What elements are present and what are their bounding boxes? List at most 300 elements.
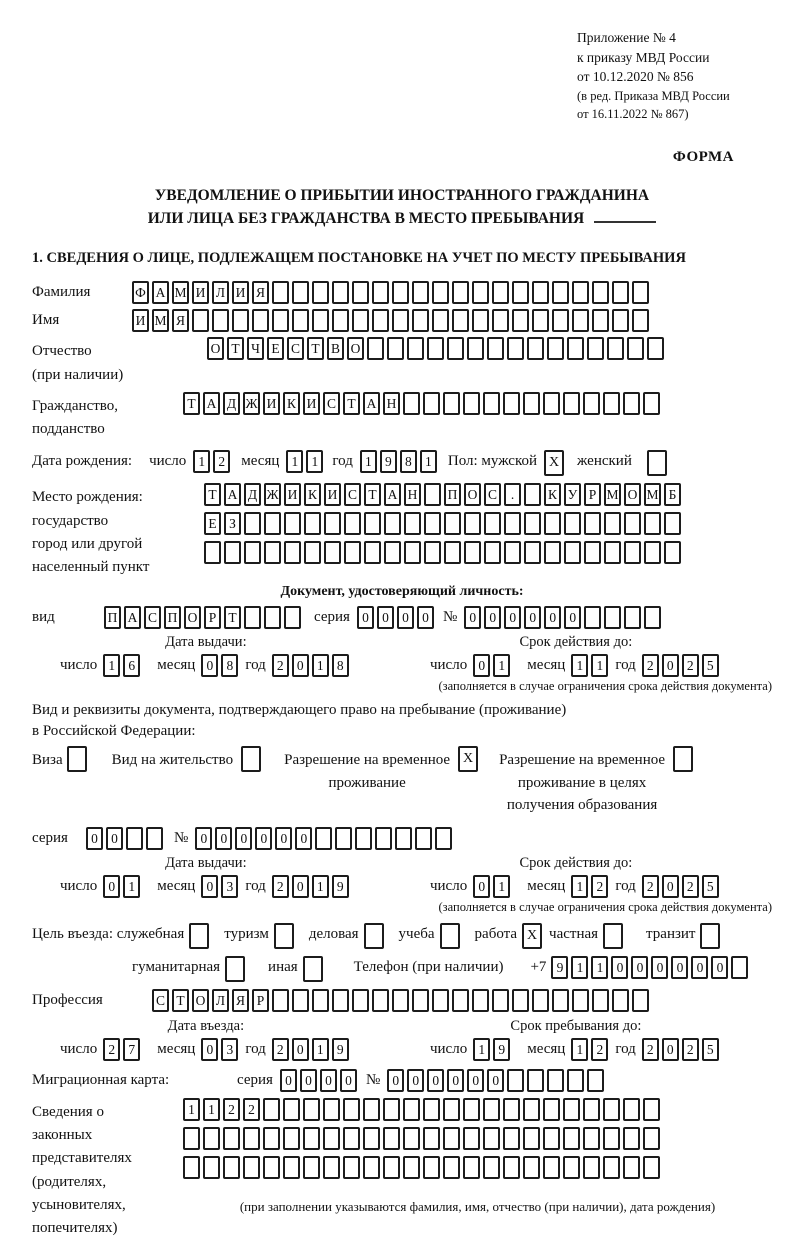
filled-cell[interactable]: 1 <box>306 450 323 473</box>
filled-cell[interactable]: 1 <box>123 875 140 898</box>
empty-cell[interactable] <box>303 1156 320 1179</box>
filled-cell[interactable]: 1 <box>571 956 588 979</box>
permit-series-cells[interactable] <box>86 827 166 850</box>
filled-cell[interactable]: 1 <box>183 1098 200 1121</box>
filled-cell[interactable]: Р <box>584 483 601 506</box>
filled-cell[interactable]: 2 <box>682 654 699 677</box>
filled-cell[interactable]: Т <box>183 392 200 415</box>
stay-month-cells[interactable] <box>571 1038 611 1061</box>
empty-cell[interactable] <box>624 541 641 564</box>
empty-cell[interactable] <box>592 281 609 304</box>
filled-cell[interactable]: 9 <box>380 450 397 473</box>
empty-cell[interactable] <box>283 1098 300 1121</box>
filled-cell[interactable]: Р <box>252 989 269 1012</box>
filled-cell[interactable]: 1 <box>312 1038 329 1061</box>
filled-cell[interactable]: Т <box>172 989 189 1012</box>
empty-cell[interactable] <box>673 746 693 772</box>
empty-cell[interactable] <box>372 309 389 332</box>
empty-cell[interactable] <box>467 337 484 360</box>
empty-cell[interactable] <box>547 337 564 360</box>
empty-cell[interactable] <box>447 337 464 360</box>
empty-cell[interactable] <box>383 1098 400 1121</box>
filled-cell[interactable]: 1 <box>420 450 437 473</box>
phone-cells[interactable] <box>551 956 751 979</box>
filled-cell[interactable]: 0 <box>427 1069 444 1092</box>
firstname-cells[interactable] <box>132 309 652 332</box>
empty-cell[interactable] <box>292 989 309 1012</box>
empty-cell[interactable] <box>524 541 541 564</box>
filled-cell[interactable]: 0 <box>662 875 679 898</box>
empty-cell[interactable] <box>472 281 489 304</box>
issue-day-cells[interactable] <box>103 654 143 677</box>
empty-cell[interactable] <box>432 281 449 304</box>
filled-cell[interactable]: 0 <box>215 827 232 850</box>
filled-cell[interactable]: 0 <box>611 956 628 979</box>
empty-cell[interactable] <box>412 989 429 1012</box>
empty-cell[interactable] <box>364 541 381 564</box>
filled-cell[interactable]: 2 <box>223 1098 240 1121</box>
empty-cell[interactable] <box>612 309 629 332</box>
filled-cell[interactable]: Т <box>227 337 244 360</box>
empty-cell[interactable] <box>203 1156 220 1179</box>
filled-cell[interactable]: А <box>363 392 380 415</box>
filled-cell[interactable]: 0 <box>447 1069 464 1092</box>
empty-cell[interactable] <box>244 606 261 629</box>
filled-cell[interactable]: О <box>624 483 641 506</box>
empty-cell[interactable] <box>312 281 329 304</box>
empty-cell[interactable] <box>603 1156 620 1179</box>
empty-cell[interactable] <box>523 392 540 415</box>
empty-cell[interactable] <box>324 541 341 564</box>
filled-cell[interactable]: 1 <box>193 450 210 473</box>
filled-cell[interactable]: 0 <box>292 1038 309 1061</box>
filled-cell[interactable]: Я <box>232 989 249 1012</box>
empty-cell[interactable] <box>444 541 461 564</box>
filled-cell[interactable]: 9 <box>332 1038 349 1061</box>
empty-cell[interactable] <box>225 956 245 982</box>
empty-cell[interactable] <box>563 392 580 415</box>
filled-cell[interactable]: 0 <box>691 956 708 979</box>
empty-cell[interactable] <box>512 989 529 1012</box>
empty-cell[interactable] <box>264 541 281 564</box>
filled-cell[interactable]: Ч <box>247 337 264 360</box>
empty-cell[interactable] <box>323 1127 340 1150</box>
empty-cell[interactable] <box>472 989 489 1012</box>
empty-cell[interactable] <box>352 281 369 304</box>
empty-cell[interactable] <box>384 541 401 564</box>
filled-cell[interactable]: Т <box>204 483 221 506</box>
empty-cell[interactable] <box>643 1127 660 1150</box>
empty-cell[interactable] <box>632 989 649 1012</box>
empty-cell[interactable] <box>284 606 301 629</box>
empty-cell[interactable] <box>612 989 629 1012</box>
empty-cell[interactable] <box>644 541 661 564</box>
empty-cell[interactable] <box>272 989 289 1012</box>
filled-cell[interactable]: 2 <box>103 1038 120 1061</box>
filled-cell[interactable]: У <box>564 483 581 506</box>
filled-cell[interactable]: И <box>303 392 320 415</box>
filled-cell[interactable]: 5 <box>702 1038 719 1061</box>
empty-cell[interactable] <box>623 392 640 415</box>
empty-cell[interactable] <box>292 309 309 332</box>
empty-cell[interactable] <box>544 512 561 535</box>
filled-cell[interactable]: 0 <box>295 827 312 850</box>
empty-cell[interactable] <box>364 512 381 535</box>
filled-cell[interactable]: 0 <box>275 827 292 850</box>
filled-cell[interactable]: 0 <box>544 606 561 629</box>
empty-cell[interactable] <box>472 309 489 332</box>
visa-checkbox[interactable] <box>67 746 90 772</box>
empty-cell[interactable] <box>343 1156 360 1179</box>
filled-cell[interactable]: Л <box>212 281 229 304</box>
empty-cell[interactable] <box>587 1069 604 1092</box>
purpose-official-checkbox[interactable] <box>189 923 212 949</box>
empty-cell[interactable] <box>504 512 521 535</box>
empty-cell[interactable] <box>604 541 621 564</box>
filled-cell[interactable]: М <box>152 309 169 332</box>
filled-cell[interactable]: С <box>323 392 340 415</box>
filled-cell[interactable]: К <box>283 392 300 415</box>
filled-cell[interactable]: 2 <box>682 875 699 898</box>
empty-cell[interactable] <box>552 989 569 1012</box>
empty-cell[interactable] <box>584 606 601 629</box>
empty-cell[interactable] <box>204 541 221 564</box>
empty-cell[interactable] <box>452 309 469 332</box>
filled-cell[interactable]: 6 <box>123 654 140 677</box>
filled-cell[interactable]: 2 <box>591 1038 608 1061</box>
filled-cell[interactable]: 8 <box>400 450 417 473</box>
filled-cell[interactable]: 1 <box>473 1038 490 1061</box>
empty-cell[interactable] <box>315 827 332 850</box>
empty-cell[interactable] <box>564 512 581 535</box>
filled-cell[interactable]: 2 <box>213 450 230 473</box>
empty-cell[interactable] <box>443 1156 460 1179</box>
empty-cell[interactable] <box>647 450 667 476</box>
filled-cell[interactable]: 0 <box>564 606 581 629</box>
purpose-humanitarian-checkbox[interactable] <box>225 956 248 982</box>
empty-cell[interactable] <box>507 1069 524 1092</box>
empty-cell[interactable] <box>263 1156 280 1179</box>
filled-cell[interactable]: 0 <box>106 827 123 850</box>
empty-cell[interactable] <box>403 1098 420 1121</box>
filled-cell[interactable]: 0 <box>417 606 434 629</box>
empty-cell[interactable] <box>543 392 560 415</box>
empty-cell[interactable] <box>512 309 529 332</box>
filled-cell[interactable]: 1 <box>312 654 329 677</box>
empty-cell[interactable] <box>603 1127 620 1150</box>
empty-cell[interactable] <box>483 1156 500 1179</box>
empty-cell[interactable] <box>503 1127 520 1150</box>
empty-cell[interactable] <box>572 989 589 1012</box>
purpose-work-checkbox[interactable] <box>522 923 545 949</box>
empty-cell[interactable] <box>572 309 589 332</box>
filled-cell[interactable]: 1 <box>571 1038 588 1061</box>
filled-cell[interactable]: 5 <box>702 654 719 677</box>
filled-cell[interactable]: К <box>304 483 321 506</box>
issue-month-cells[interactable] <box>201 654 241 677</box>
filled-cell[interactable]: 0 <box>473 875 490 898</box>
permit-valid-day-cells[interactable] <box>473 875 513 898</box>
filled-cell[interactable]: 1 <box>591 956 608 979</box>
permit-number-cells[interactable] <box>195 827 455 850</box>
empty-cell[interactable] <box>372 281 389 304</box>
filled-cell[interactable]: 0 <box>86 827 103 850</box>
empty-cell[interactable] <box>587 337 604 360</box>
empty-cell[interactable] <box>443 1127 460 1150</box>
filled-cell[interactable]: Б <box>664 483 681 506</box>
empty-cell[interactable] <box>323 1156 340 1179</box>
purpose-study-checkbox[interactable] <box>440 923 463 949</box>
empty-cell[interactable] <box>332 309 349 332</box>
empty-cell[interactable] <box>647 337 664 360</box>
purpose-tourism-checkbox[interactable] <box>274 923 297 949</box>
empty-cell[interactable] <box>464 512 481 535</box>
filled-cell[interactable]: 9 <box>493 1038 510 1061</box>
filled-cell[interactable]: 2 <box>642 875 659 898</box>
empty-cell[interactable] <box>532 281 549 304</box>
empty-cell[interactable] <box>392 281 409 304</box>
empty-cell[interactable] <box>244 541 261 564</box>
filled-cell[interactable]: 8 <box>332 654 349 677</box>
profession-cells[interactable] <box>152 989 652 1012</box>
filled-cell[interactable]: 1 <box>360 450 377 473</box>
empty-cell[interactable] <box>332 281 349 304</box>
filled-cell[interactable]: И <box>263 392 280 415</box>
filled-cell[interactable]: М <box>644 483 661 506</box>
empty-cell[interactable] <box>643 392 660 415</box>
empty-cell[interactable] <box>463 1156 480 1179</box>
empty-cell[interactable] <box>203 1127 220 1150</box>
empty-cell[interactable] <box>264 512 281 535</box>
empty-cell[interactable] <box>543 1156 560 1179</box>
doc-series-cells[interactable] <box>357 606 437 629</box>
filled-cell[interactable]: И <box>192 281 209 304</box>
permit-valid-month-cells[interactable] <box>571 875 611 898</box>
empty-cell[interactable] <box>452 989 469 1012</box>
filled-cell[interactable]: X <box>458 746 478 772</box>
empty-cell[interactable] <box>263 1127 280 1150</box>
filled-cell[interactable]: А <box>203 392 220 415</box>
empty-cell[interactable] <box>324 512 341 535</box>
empty-cell[interactable] <box>126 827 143 850</box>
filled-cell[interactable]: 0 <box>292 875 309 898</box>
empty-cell[interactable] <box>523 1098 540 1121</box>
citizenship-cells[interactable] <box>183 392 663 415</box>
empty-cell[interactable] <box>547 1069 564 1092</box>
empty-cell[interactable] <box>392 309 409 332</box>
valid-month-cells[interactable] <box>571 654 611 677</box>
empty-cell[interactable] <box>607 337 624 360</box>
filled-cell[interactable]: И <box>132 309 149 332</box>
empty-cell[interactable] <box>463 1098 480 1121</box>
filled-cell[interactable]: Ж <box>264 483 281 506</box>
filled-cell[interactable]: 1 <box>103 654 120 677</box>
empty-cell[interactable] <box>443 1098 460 1121</box>
empty-cell[interactable] <box>592 989 609 1012</box>
empty-cell[interactable] <box>304 512 321 535</box>
empty-cell[interactable] <box>212 309 229 332</box>
empty-cell[interactable] <box>523 1156 540 1179</box>
filled-cell[interactable]: 9 <box>551 956 568 979</box>
empty-cell[interactable] <box>603 923 623 949</box>
empty-cell[interactable] <box>303 956 323 982</box>
empty-cell[interactable] <box>484 512 501 535</box>
filled-cell[interactable]: 0 <box>473 654 490 677</box>
empty-cell[interactable] <box>603 392 620 415</box>
empty-cell[interactable] <box>623 1127 640 1150</box>
empty-cell[interactable] <box>283 1156 300 1179</box>
empty-cell[interactable] <box>264 606 281 629</box>
empty-cell[interactable] <box>604 606 621 629</box>
empty-cell[interactable] <box>563 1156 580 1179</box>
empty-cell[interactable] <box>532 309 549 332</box>
empty-cell[interactable] <box>483 392 500 415</box>
purpose-business-checkbox[interactable] <box>364 923 387 949</box>
empty-cell[interactable] <box>423 392 440 415</box>
filled-cell[interactable]: 1 <box>493 654 510 677</box>
empty-cell[interactable] <box>624 606 641 629</box>
empty-cell[interactable] <box>435 827 452 850</box>
filled-cell[interactable]: Д <box>244 483 261 506</box>
empty-cell[interactable] <box>303 1127 320 1150</box>
empty-cell[interactable] <box>664 541 681 564</box>
empty-cell[interactable] <box>183 1156 200 1179</box>
filled-cell[interactable]: Т <box>224 606 241 629</box>
filled-cell[interactable]: 0 <box>504 606 521 629</box>
issue-year-cells[interactable] <box>272 654 352 677</box>
filled-cell[interactable]: П <box>164 606 181 629</box>
filled-cell[interactable]: П <box>104 606 121 629</box>
filled-cell[interactable]: М <box>172 281 189 304</box>
empty-cell[interactable] <box>367 337 384 360</box>
empty-cell[interactable] <box>443 392 460 415</box>
filled-cell[interactable]: 0 <box>340 1069 357 1092</box>
empty-cell[interactable] <box>292 281 309 304</box>
representatives-cells-row3[interactable] <box>183 1156 663 1179</box>
empty-cell[interactable] <box>312 309 329 332</box>
empty-cell[interactable] <box>427 337 444 360</box>
filled-cell[interactable]: 0 <box>103 875 120 898</box>
empty-cell[interactable] <box>364 923 384 949</box>
filled-cell[interactable]: 0 <box>467 1069 484 1092</box>
empty-cell[interactable] <box>223 1127 240 1150</box>
filled-cell[interactable]: О <box>207 337 224 360</box>
empty-cell[interactable] <box>432 989 449 1012</box>
filled-cell[interactable]: Т <box>307 337 324 360</box>
filled-cell[interactable]: М <box>604 483 621 506</box>
filled-cell[interactable]: 2 <box>682 1038 699 1061</box>
filled-cell[interactable]: 0 <box>201 654 218 677</box>
empty-cell[interactable] <box>483 1127 500 1150</box>
empty-cell[interactable] <box>407 337 424 360</box>
empty-cell[interactable] <box>644 606 661 629</box>
filled-cell[interactable]: 2 <box>642 1038 659 1061</box>
empty-cell[interactable] <box>623 1098 640 1121</box>
filled-cell[interactable]: С <box>152 989 169 1012</box>
empty-cell[interactable] <box>183 1127 200 1150</box>
empty-cell[interactable] <box>567 1069 584 1092</box>
empty-cell[interactable] <box>343 1098 360 1121</box>
empty-cell[interactable] <box>392 989 409 1012</box>
empty-cell[interactable] <box>603 1098 620 1121</box>
filled-cell[interactable]: Е <box>267 337 284 360</box>
empty-cell[interactable] <box>192 309 209 332</box>
empty-cell[interactable] <box>612 281 629 304</box>
filled-cell[interactable]: О <box>464 483 481 506</box>
filled-cell[interactable]: С <box>144 606 161 629</box>
empty-cell[interactable] <box>384 512 401 535</box>
empty-cell[interactable] <box>664 512 681 535</box>
filled-cell[interactable]: 0 <box>711 956 728 979</box>
empty-cell[interactable] <box>404 512 421 535</box>
empty-cell[interactable] <box>343 1127 360 1150</box>
filled-cell[interactable]: 0 <box>300 1069 317 1092</box>
empty-cell[interactable] <box>223 1156 240 1179</box>
empty-cell[interactable] <box>363 1127 380 1150</box>
empty-cell[interactable] <box>483 1098 500 1121</box>
empty-cell[interactable] <box>552 309 569 332</box>
empty-cell[interactable] <box>372 989 389 1012</box>
representatives-cells-row1[interactable] <box>183 1098 663 1121</box>
empty-cell[interactable] <box>632 309 649 332</box>
filled-cell[interactable]: А <box>384 483 401 506</box>
filled-cell[interactable]: 8 <box>221 654 238 677</box>
birthdate-day-cells[interactable] <box>193 450 233 473</box>
empty-cell[interactable] <box>303 1098 320 1121</box>
purpose-private-checkbox[interactable] <box>603 923 626 949</box>
filled-cell[interactable]: 0 <box>280 1069 297 1092</box>
empty-cell[interactable] <box>487 337 504 360</box>
empty-cell[interactable] <box>404 541 421 564</box>
empty-cell[interactable] <box>344 541 361 564</box>
filled-cell[interactable]: 2 <box>642 654 659 677</box>
empty-cell[interactable] <box>335 827 352 850</box>
empty-cell[interactable] <box>424 483 441 506</box>
filled-cell[interactable]: 1 <box>286 450 303 473</box>
migcard-number-cells[interactable] <box>387 1069 607 1092</box>
representatives-cells-row2[interactable] <box>183 1127 663 1150</box>
empty-cell[interactable] <box>484 541 501 564</box>
filled-cell[interactable]: А <box>152 281 169 304</box>
empty-cell[interactable] <box>403 1127 420 1150</box>
filled-cell[interactable]: Л <box>212 989 229 1012</box>
empty-cell[interactable] <box>363 1156 380 1179</box>
filled-cell[interactable]: Д <box>223 392 240 415</box>
filled-cell[interactable]: О <box>347 337 364 360</box>
empty-cell[interactable] <box>412 309 429 332</box>
empty-cell[interactable] <box>423 1098 440 1121</box>
empty-cell[interactable] <box>252 309 269 332</box>
empty-cell[interactable] <box>584 541 601 564</box>
empty-cell[interactable] <box>403 392 420 415</box>
empty-cell[interactable] <box>564 541 581 564</box>
valid-year-cells[interactable] <box>642 654 722 677</box>
filled-cell[interactable]: 0 <box>292 654 309 677</box>
empty-cell[interactable] <box>312 989 329 1012</box>
empty-cell[interactable] <box>146 827 163 850</box>
empty-cell[interactable] <box>583 1098 600 1121</box>
empty-cell[interactable] <box>632 281 649 304</box>
filled-cell[interactable]: А <box>224 483 241 506</box>
filled-cell[interactable]: О <box>192 989 209 1012</box>
empty-cell[interactable] <box>532 989 549 1012</box>
purpose-other-checkbox[interactable] <box>303 956 326 982</box>
filled-cell[interactable]: С <box>484 483 501 506</box>
empty-cell[interactable] <box>304 541 321 564</box>
empty-cell[interactable] <box>432 309 449 332</box>
filled-cell[interactable]: 0 <box>671 956 688 979</box>
empty-cell[interactable] <box>567 337 584 360</box>
